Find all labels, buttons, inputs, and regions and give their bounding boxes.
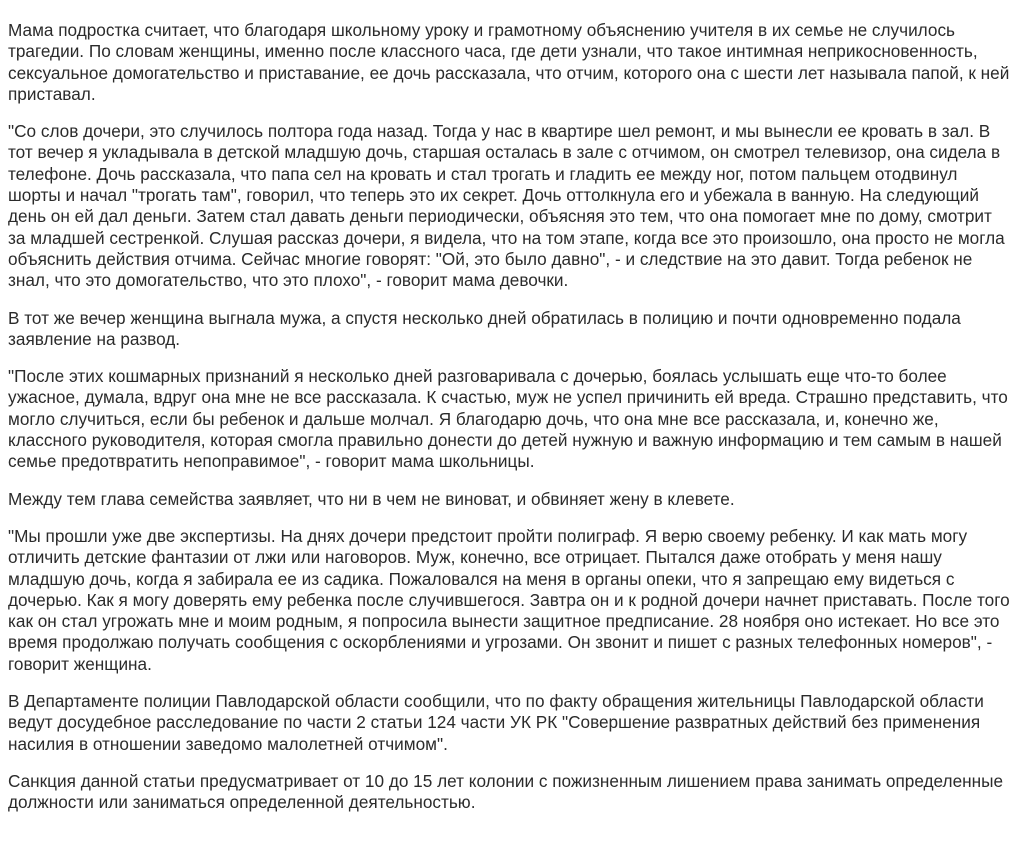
paragraph-8: Санкция данной статьи предусматривает от 10 до 15 лет колонии с пожизненным лишением права занимать определенные должности или заниматься определенной деятельностью.: [8, 770, 1004, 813]
paragraph-4: "После этих кошмарных признаний я несколько дней разговаривала с дочерью, боялась услышать еще что-то более ужасное, думала, вдруг она мне не все рассказала. К счастью, муж не успел причинить ей вреда. Страшно представить, что могло случиться, если бы ребенок и дальше молчал. Я благодарю дочь, что она мне все рассказала, и, конечно же, классного руководителя, которая смогла правильно донести до детей нужную и важную информацию и тем самым в нашей семье предотвратить непоправимое", - говорит мама школьницы.: [8, 366, 1008, 472]
paragraph-5: Между тем глава семейства заявляет, что ни в чем не виноват, и обвиняет жену в клевете.: [8, 488, 735, 509]
paragraph-6: "Мы прошли уже две экспертизы. На днях дочери предстоит пройти полиграф. Я верю своему ребенку. И как мать могу отличить детские фантазии от лжи или наговоров. Муж, конечно, все отрицает. Пытался даже отобрать у меня нашу младшую дочь, когда я забирала ее из садика. Пожаловался на меня в органы опеки, что я запрещаю ему видеться с дочерью. Как я могу доверять ему ребенка после случившегося. Завтра он и к родной дочери начнет приставать. После того как он стал угрожать мне и моим родным, я попросила вынести защитное предписание. 28 ноября оно истекает. Но все это время продолжаю получать сообщения с оскорблениями и угрозами. Он звонит и пишет с разных телефонных номеров", - говорит женщина.: [8, 525, 1010, 674]
paragraph-3: В тот же вечер женщина выгнала мужа, а спустя несколько дней обратилась в полицию и почти одновременно подала заявление на развод.: [8, 307, 961, 349]
paragraph-1: Мама подростка считает, что благодаря школьному уроку и грамотному объяснению учителя в их семье не случилось трагедии. По словам женщины, именно после классного часа, где дети узнали, что такое интимная неприкосновенность, сексуальное домогательство и приставание, ее дочь рассказала, что отчим, которого она с шести лет называла папой, к ней приставал.: [8, 20, 1010, 104]
paragraph-2: "Со слов дочери, это случилось полтора года назад. Тогда у нас в квартире шел ремонт, и мы вынесли ее кровать в зал. В тот вечер я укладывала в детской младшую дочь, старшая осталась в зале с отчимом, он смотрел телевизор, она сидела в телефоне. Дочь рассказала, что папа сел на кровать и стал трогать и гладить ее между ног, потом пальцем отодвинул шорты и начал "трогать там", говорил, что теперь это их секрет. Дочь оттолкнула его и убежала в ванную. На следующий день он ей дал деньги. Затем стал давать деньги периодически, объясняя это тем, что она помогает мне по дому, смотрит за младшей сестренкой. Слушая рассказ дочери, я видела, что на том этапе, когда все это произошло, она просто не могла объяснить действия отчима. Сейчас многие говорят: "Ой, это было давно", - и следствие на это давит. Тогда ребенок не знал, что это домогательство, что это плохо", - говорит мама девочки.: [8, 121, 1005, 291]
paragraph-7: В Департаменте полиции Павлодарской области сообщили, что по факту обращения жительницы Павлодарской области ведут досудебное расследование по части 2 статьи 124 части УК РК "Совершение развратных действий без применения насилия в отношении заведомо малолетней отчимом".: [8, 691, 984, 754]
